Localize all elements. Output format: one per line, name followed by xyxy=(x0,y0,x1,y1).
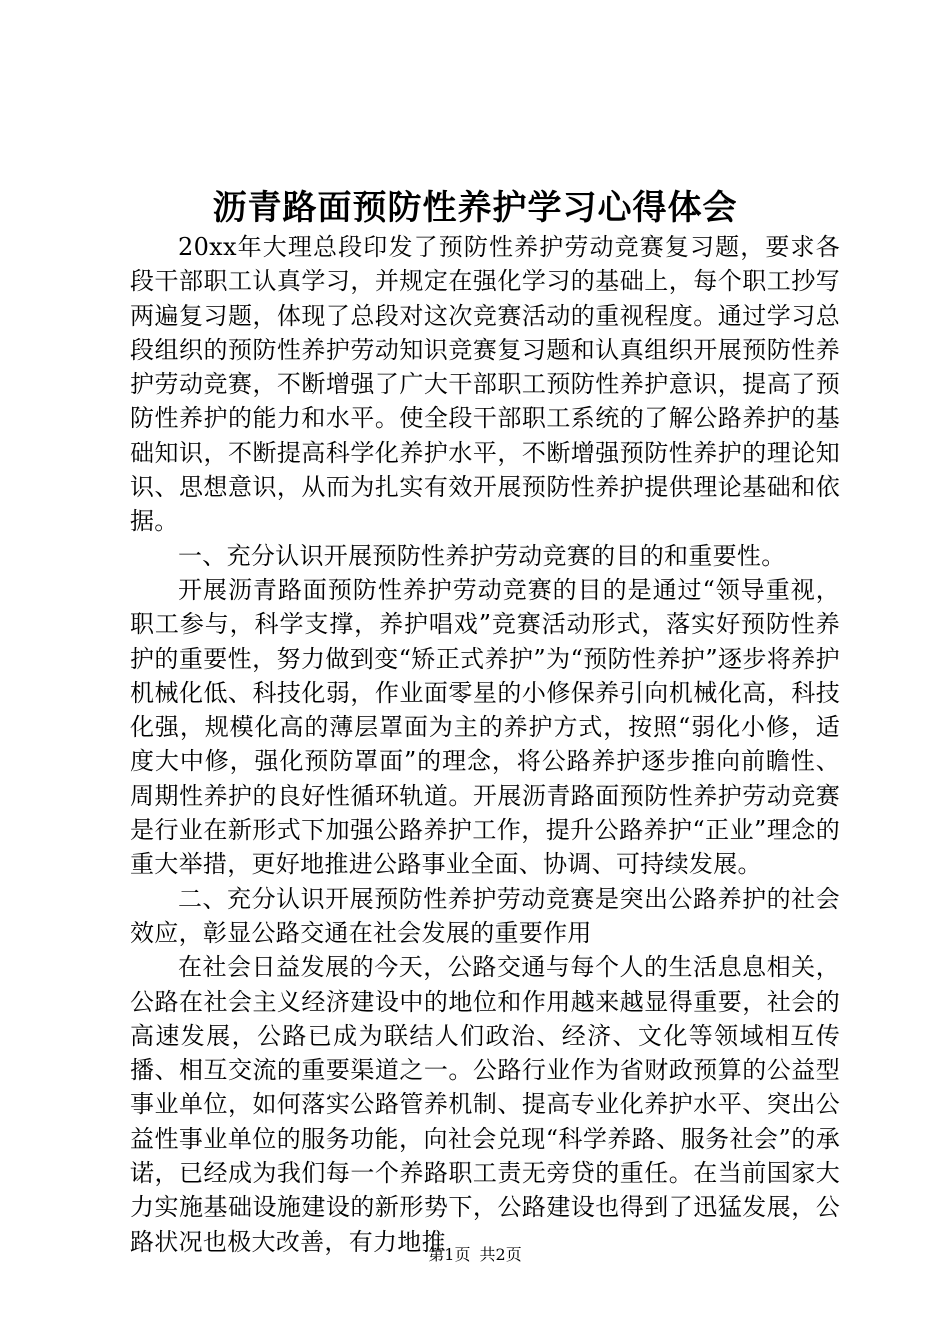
document-title: 沥青路面预防性养护学习心得体会 xyxy=(212,188,738,228)
paragraph-social-effect: 在社会日益发展的今天，公路交通与每个人的生活息息相关，公路在社会主义经济建设中的地位和作用越来越显得重要，社会的高速发展，公路已成为联结人们政治、经济、文化等领域相互传播、相互交流的重要渠道之一。公路行业作为省财政预算的公益型事业单位，如何落实公路管养机制、提高专业化养护水平、突出公益性事业单位的服务功能，向社会兑现“科学养路、服务社会”的承诺，已经成为我们每一个养路职工责无旁贷的重任。在当前国家大力实施基础设施建设的新形势下，公路建设也得到了迅猛发展，公路状况也极大改善，有力地推 xyxy=(130,953,840,1256)
paragraph-heading-one: 一、充分认识开展预防性养护劳动竞赛的目的和重要性。 xyxy=(178,541,786,570)
page-footer xyxy=(0,1244,950,1266)
paragraph-purpose: 开展沥青路面预防性养护劳动竞赛的目的是通过“领导重视，职工参与，科学支撑，养护唱戏”竞赛活动形式，落实好预防性养护的重要性，努力做到变“矫正式养护”为“预防性养护”逐步将养护机械化低、科技化弱，作业面零星的小修保养引向机械化高，科技化强，规模化高的薄层罩面为主的养护方式，按照“弱化小修，适度大中修，强化预防罩面”的理念，将公路养护逐步推向前瞻性、周期性养护的良好性循环轨道。开展沥青路面预防性养护劳动竞赛是行业在新形式下加强公路养护工作，提升公路养护“正业”理念的重大举措，更好地推进公路事业全面、协调、可持续发展。 xyxy=(130,575,840,879)
page-number-total: 共2页 xyxy=(479,1245,522,1264)
document-body xyxy=(130,230,840,1259)
page-number-current: 第1页 xyxy=(428,1245,471,1264)
paragraph-heading-two: 二、充分认识开展预防性养护劳动竞赛是突出公路养护的社会效应，彰显公路交通在社会发展的重要作用 xyxy=(130,884,840,947)
paragraph-intro: 20xx年大理总段印发了预防性养护劳动竞赛复习题，要求各段干部职工认真学习，并规定在强化学习的基础上，每个职工抄写两遍复习题，体现了总段对这次竞赛活动的重视程度。通过学习总段组织的预防性养护劳动知识竞赛复习题和认真组织开展预防性养护劳动竞赛，不断增强了广大干部职工预防性养护意识，提高了预防性养护的能力和水平。使全段干部职工系统的了解公路养护的基础知识，不断提高科学化养护水平，不断增强预防性养护的理论知识、思想意识，从而为扎实有效开展预防性养护提供理论基础和依据。 xyxy=(130,233,840,536)
